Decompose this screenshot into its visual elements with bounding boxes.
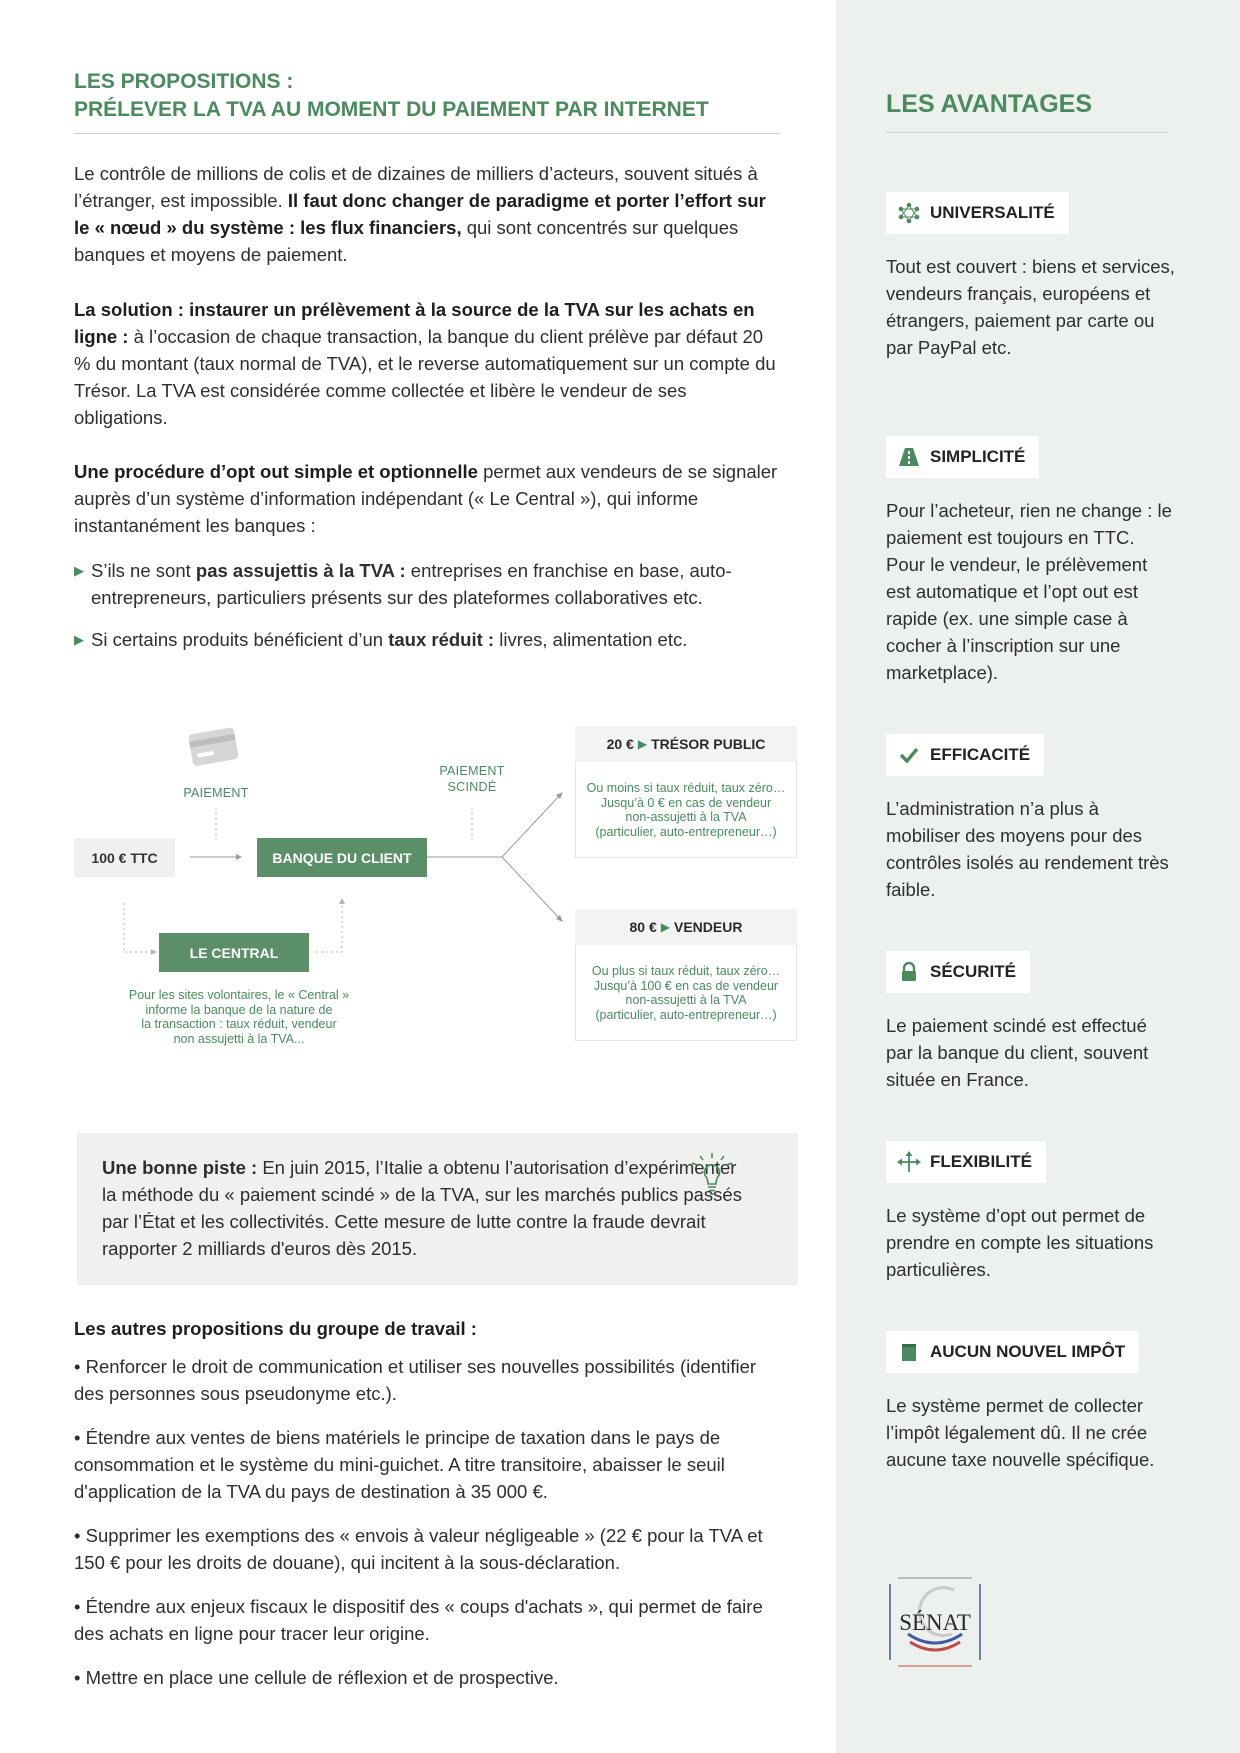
paragraph-solution: La solution : instaurer un prélèvement à la source de la TVA sur les achats en ligne : à l’occasion de chaque transaction, la banque du client prélève par défaut 20 % du montant (taux normal de TVA), et le reverse automatiquement sur un compte du Trésor. La TVA est considérée comme collectée et libère le vendeur de ses obligations. (74, 299, 776, 428)
paiement-scinde-label: PAIEMENT SCINDÉ (439, 764, 505, 794)
avantages-divider (886, 132, 1168, 133)
play-arrow-icon: ▶ (660, 920, 670, 934)
bonne-piste-box (77, 1133, 798, 1285)
list-item: • Supprimer les exemptions des « envois à valeur négligeable » (22 € pour la TVA et 150 € pour les droits de douane), qui incitent à la sous-déclaration. (74, 1525, 763, 1573)
triangle-bullet-icon: ▶ (74, 563, 84, 578)
list-item: • Mettre en place une cellule de réflexion et de prospective. (74, 1667, 559, 1688)
advantage-securite-text: Le paiement scindé est effectué par la banque du client, souvent située en France. (886, 1015, 1149, 1090)
advantage-efficacite: EFFICACITÉ (886, 734, 1044, 776)
advantage-securite: SÉCURITÉ (886, 951, 1030, 993)
advantage-aucun-nouvel-impot: AUCUN NOUVEL IMPÔT (886, 1331, 1139, 1373)
banque-du-client-box: BANQUE DU CLIENT (257, 838, 427, 877)
list-item: • Étendre aux enjeux fiscaux le dispositif des « coups d'achats », qui permet de faire des achats en ligne pour tracer leur origine. (74, 1596, 763, 1644)
vendeur-header: 80 € ▶ VENDEUR (575, 909, 797, 945)
avantages-title: LES AVANTAGES (886, 90, 1093, 118)
bonne-piste-text: Une bonne piste : En juin 2015, l’Italie a obtenu l’autorisation d’expérimenter la méthode du « paiement scindé » de la TVA, sur les marchés publics passés par l’État et les collectivités. Cette mesure de lutte contre la fraude devrait rapporter 2 milliards d'euros dès 2015. (102, 1157, 742, 1259)
lightbulb-icon (689, 1151, 735, 1199)
list-item: • Renforcer le droit de communication et utiliser ses nouvelles possibilités (identifier des personnes sous pseudonyme etc.). (74, 1356, 757, 1404)
split-arrows-icon (896, 1151, 922, 1173)
advantage-flexibilite: FLEXIBILITÉ (886, 1141, 1046, 1183)
advantage-universalite-text: Tout est couvert : biens et services, vendeurs français, européens et étrangers, paiement par carte ou par PayPal etc. (886, 256, 1175, 358)
document-icon (896, 1341, 922, 1363)
central-note: Pour les sites volontaires, le « Central » informe la banque de la nature de la transaction : taux réduit, vendeur non assujetti à la TVA... (128, 988, 350, 1046)
lock-icon (896, 961, 922, 983)
autres-propositions-title: Les autres propositions du groupe de travail : (74, 1318, 477, 1339)
title-line-1: LES PROPOSITIONS : (74, 70, 294, 93)
advantage-universalite: UNIVERSALITÉ (886, 192, 1069, 234)
title-line-2: PRÉLEVER LA TVA AU MOMENT DU PAIEMENT PAR INTERNET (74, 98, 709, 121)
bullet-item: ▶ S’ils ne sont pas assujettis à la TVA : entreprises en franchise en base, auto-entrepreneurs, particuliers présents sur des plateformes collaboratives etc. (74, 557, 794, 611)
paiement-label: PAIEMENT (183, 786, 249, 800)
paragraph-opt-out: Une procédure d’opt out simple et optionnelle permet aux vendeurs de se signaler auprès d’un système d’information indépendant (« Le Central »), qui informe instantanément les banques : (74, 461, 778, 536)
credit-card-icon (188, 727, 239, 767)
le-central-box: LE CENTRAL (159, 933, 309, 972)
check-icon (896, 744, 922, 766)
paragraph-intro: Le contrôle de millions de colis et de dizaines de milliers d’acteurs, souvent situés à l’étranger, est impossible. Il faut donc changer de paradigme et porter l’effort sur le « nœud » du système : les flux financiers, qui sont concentrés sur quelques banques et moyens de paiement. (74, 163, 766, 265)
triangle-bullet-icon: ▶ (74, 632, 84, 647)
senat-logo (886, 1572, 984, 1672)
advantage-simplicite: SIMPLICITÉ (886, 436, 1039, 478)
advantage-simplicite-text: Pour l’acheteur, rien ne change : le paiement est toujours en TTC. Pour le vendeur, le prélèvement est automatique et l’opt out est rapide (ex. une simple case à cocher à l’inscription sur une marketplace). (886, 500, 1172, 683)
bullet-item: ▶ Si certains produits bénéficient d’un taux réduit : livres, alimentation etc. (74, 626, 794, 653)
tresor-public-note: Ou moins si taux réduit, taux zéro… Jusqu’à 0 € en cas de vendeur non-assujetti à la TVA (particulier, auto-entrepreneur…) (586, 781, 786, 839)
play-arrow-icon: ▶ (637, 737, 648, 751)
svg-text:SÉNAT: SÉNAT (899, 1610, 971, 1635)
network-icon (896, 202, 922, 224)
ttc-box: 100 € TTC (74, 838, 175, 877)
advantage-aucun-nouvel-impot-text: Le système permet de collecter l’impôt légalement dû. Il ne crée aucune taxe nouvelle spécifique. (886, 1395, 1155, 1470)
advantage-flexibilite-text: Le système d’opt out permet de prendre en compte les situations particulières. (886, 1205, 1154, 1280)
list-item: • Étendre aux ventes de biens matériels le principe de taxation dans le pays de consommation et le système du mini-guichet. A titre transitoire, abaisser le seuil d'application de la TVA du pays de destination à 35 000 €. (74, 1427, 725, 1502)
road-icon (896, 446, 922, 468)
vendeur-note: Ou plus si taux réduit, taux zéro… Jusqu’à 100 € en cas de vendeur non-assujetti à la TVA (particulier, auto-entrepreneur…) (591, 964, 781, 1022)
advantage-efficacite-text: L’administration n’a plus à mobiliser des moyens pour des contrôles isolés au rendement très faible. (886, 798, 1169, 900)
tresor-public-header: 20 € ▶ TRÉSOR PUBLIC (575, 726, 797, 762)
